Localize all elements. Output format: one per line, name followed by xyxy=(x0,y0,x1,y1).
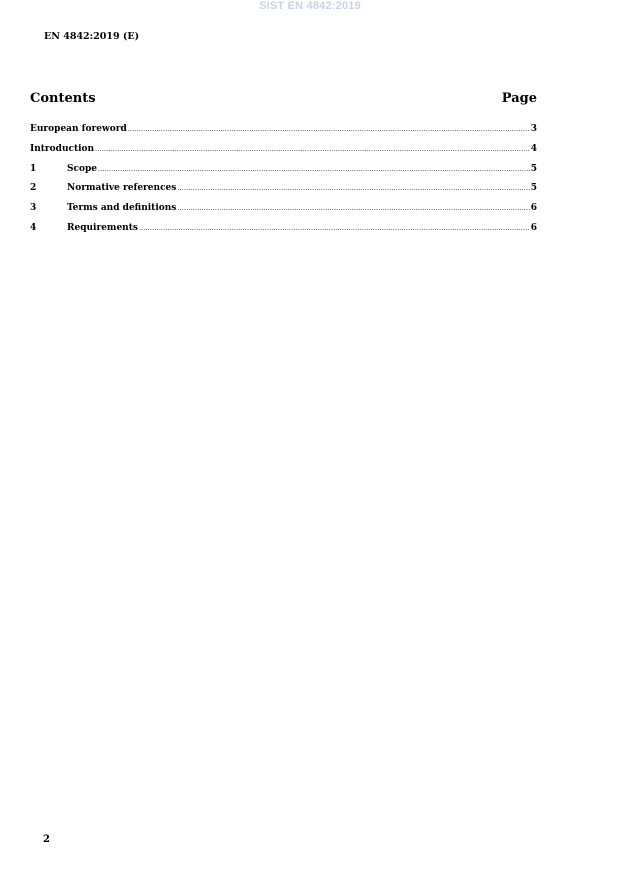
toc-entry-page: 6 xyxy=(530,222,537,233)
toc-entry-terms-and-definitions[interactable] xyxy=(30,203,537,223)
toc-entry-page: 3 xyxy=(530,124,537,134)
toc-entry-normative-references[interactable] xyxy=(30,183,537,203)
toc-dot-leader xyxy=(177,185,529,192)
toc-entry-page: 5 xyxy=(530,183,537,194)
toc-entry-title: Scope xyxy=(67,163,98,174)
toc-entry-number: 4 xyxy=(30,222,37,233)
toc-entry-page: 6 xyxy=(530,203,537,214)
document-identifier: EN 4842:2019 (E) xyxy=(44,31,140,42)
toc-entry-european-foreword[interactable] xyxy=(30,124,537,144)
toc-entry-number: 3 xyxy=(30,203,37,214)
toc-entry-title: Normative references xyxy=(67,183,177,194)
page-number: 2 xyxy=(43,834,50,845)
toc-entry-title: Terms and definitions xyxy=(67,203,177,214)
toc-entry-title: European foreword xyxy=(30,124,127,134)
toc-entry-title: Introduction xyxy=(30,143,95,154)
toc-entry-page: 4 xyxy=(530,143,537,154)
toc-dot-leader xyxy=(139,225,530,232)
toc-entry-introduction[interactable] xyxy=(30,144,537,164)
toc-entry-requirements[interactable] xyxy=(30,223,537,243)
table-of-contents xyxy=(30,124,537,243)
toc-entry-number: 1 xyxy=(30,163,37,174)
contents-header xyxy=(30,91,537,106)
toc-dot-leader xyxy=(98,166,530,173)
toc-entry-scope[interactable] xyxy=(30,164,537,184)
toc-entry-page: 5 xyxy=(530,163,537,174)
toc-dot-leader xyxy=(95,146,530,153)
toc-entry-number: 2 xyxy=(30,183,37,194)
toc-dot-leader xyxy=(177,205,529,212)
toc-entry-title: Requirements xyxy=(67,222,138,233)
contents-title: Contents xyxy=(30,91,96,106)
toc-dot-leader xyxy=(128,126,530,133)
page-column-label: Page xyxy=(501,91,537,106)
watermark-text: SIST EN 4842:2019 xyxy=(259,0,361,12)
